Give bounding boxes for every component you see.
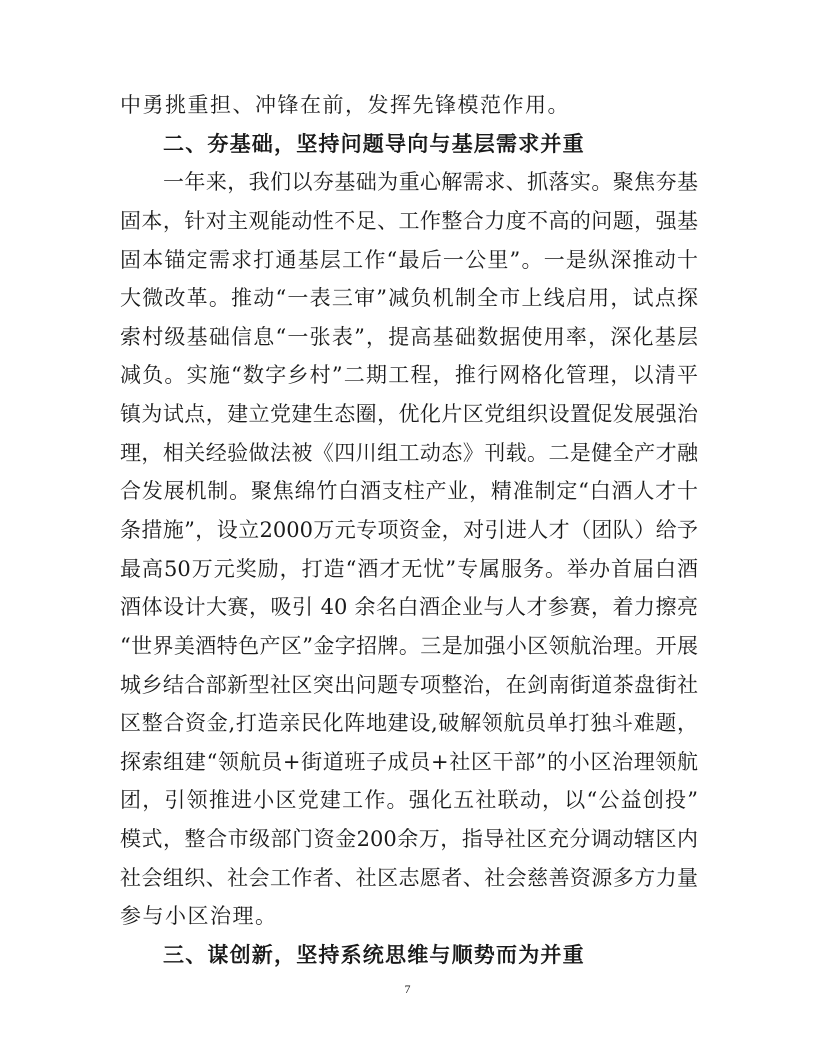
paragraph-line: 镇为试点，建立党建生态圈，优化片区党组织设置促发展强治 [120,402,698,426]
paragraph-line: 合发展机制。聚焦绵竹白酒支柱产业，精准制定“白酒人才十 [120,479,698,503]
paragraph-line: 团，引领推进小区党建工作。强化五社联动，以“公益创投” [120,788,698,812]
paragraph-line: 参与小区治理。 [120,904,278,928]
page-number: 7 [404,982,411,996]
paragraph-line: “世界美酒特色产区”金字招牌。三是加强小区领航治理。开展 [120,634,698,658]
paragraph-line: 固本锚定需求打通基层工作“最后一公里”。一是纵深推动十 [120,248,698,272]
paragraph-line: 索村级基础信息“一张表”，提高基础数据使用率，深化基层 [120,325,698,349]
paragraph-line: 一年来，我们以夯基础为重心解需求、抓落实。聚焦夯基 [163,170,698,194]
paragraph-line: 大微改革。推动“一表三审”减负机制全市上线启用，试点探 [120,286,698,310]
paragraph-line: 城乡结合部新型社区突出问题专项整治，在剑南街道茶盘街社 [120,673,698,697]
paragraph-line: 区整合资金,打造亲民化阵地建设,破解领航员单打独斗难题， [120,711,698,735]
paragraph-line: 探索组建“领航员+街道班子成员+社区干部”的小区治理领航 [120,750,698,774]
paragraph-line: 减负。实施“数字乡村”二期工程，推行网格化管理，以清平 [120,363,698,387]
paragraph-line: 社会组织、社会工作者、社区志愿者、社会慈善资源多方力量 [120,866,698,890]
paragraph-line: 模式，整合市级部门资金200余万，指导社区充分调动辖区内 [120,827,698,851]
paragraph-line: 酒体设计大赛，吸引 40 余名白酒企业与人才参赛，着力擦亮 [120,595,698,619]
section-heading: 二、夯基础，坚持问题导向与基层需求并重 [163,131,585,156]
paragraph-line: 固本，针对主观能动性不足、工作整合力度不高的问题，强基 [120,209,698,233]
paragraph-line: 最高50万元奖励，打造“酒才无忧”专属服务。举办首届白酒 [120,557,698,581]
section-heading: 三、谋创新，坚持系统思维与顺势而为并重 [163,942,585,967]
paragraph-line: 中勇挑重担、冲锋在前，发挥先锋模范作用。 [120,93,570,117]
paragraph-line: 理，相关经验做法被《四川组工动态》刊载。二是健全产才融 [120,441,698,465]
paragraph-line: 条措施”，设立2000万元专项资金，对引进人才（团队）给予 [120,518,698,542]
